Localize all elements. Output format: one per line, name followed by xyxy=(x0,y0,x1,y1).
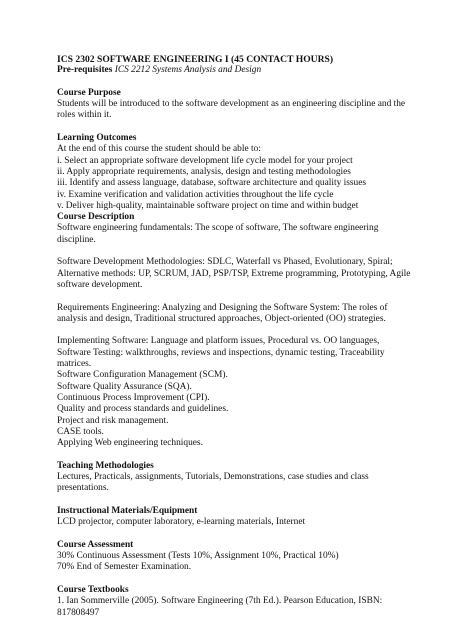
purpose-heading: Course Purpose xyxy=(57,87,121,98)
assessment-heading: Course Assessment xyxy=(57,539,134,550)
teaching-heading: Teaching Methodologies xyxy=(57,460,154,471)
description-paragraph: Requirements Engineering: Analyzing and Designing the Software System: The roles of analysis and design, Traditional structured approaches, Object-oriented (OO) strategies. xyxy=(57,302,388,324)
outcome-item: i. Select an appropriate software development life cycle model for your project xyxy=(57,155,353,166)
course-title: ICS 2302 SOFTWARE ENGINEERING I (45 CONTACT HOURS) xyxy=(57,54,334,65)
description-line: Software Quality Assurance (SQA). xyxy=(57,381,192,392)
textbook-item: 1. Ian Sommerville (2005). Software Engineering (7th Ed.). Pearson Education, ISBN: 817808497 xyxy=(57,596,383,618)
outcomes-intro: At the end of this course the student should be able to: xyxy=(57,144,261,155)
outcome-item: iv. Examine verification and validation activities throughout the life cycle xyxy=(57,189,334,200)
materials-heading: Instructional Materials/Equipment xyxy=(57,505,198,516)
materials-text: LCD projector, computer laboratory, e-learning materials, Internet xyxy=(57,517,306,528)
outcome-item: v. Deliver high-quality, maintainable software project on time and within budget xyxy=(57,200,359,211)
assessment-line: 70% End of Semester Examination. xyxy=(57,562,192,573)
prerequisites-label: Pre-requisites xyxy=(57,65,113,76)
teaching-text: Lectures, Practicals, assignments, Tutorials, Demonstrations, case studies and class presentations. xyxy=(57,471,369,494)
textbooks-heading: Course Textbooks xyxy=(57,584,129,595)
description-line: Project and risk management. xyxy=(57,415,169,426)
outcome-item: ii. Apply appropriate requirements, analysis, design and testing methodologies xyxy=(57,166,351,177)
description-line: Software Configuration Management (SCM). xyxy=(57,370,228,381)
purpose-text: Students will be introduced to the software development as an engineering discipline and the roles within it. xyxy=(57,99,406,121)
description-line: CASE tools. xyxy=(57,426,104,437)
description-paragraph: Software Development Methodologies: SDLC, Waterfall vs Phased, Evolutionary, Spiral; Alternative methods: UP, SCRUM, JAD, PSP/TSP, Extreme programming, Prototyping, Agile software development. xyxy=(57,257,411,290)
description-heading: Course Description xyxy=(57,212,135,223)
prerequisites-value: ICS 2212 Systems Analysis and Design xyxy=(114,65,262,76)
description-line: Applying Web engineering techniques. xyxy=(57,438,203,449)
description-paragraph: Software engineering fundamentals: The scope of software, The software engineering discipline. xyxy=(57,223,379,245)
prerequisites-line xyxy=(57,65,414,76)
assessment-line: 30% Continuous Assessment (Tests 10%, Assignment 10%, Practical 10%) xyxy=(57,551,339,562)
description-line: Continuous Process Improvement (CPI). xyxy=(57,392,210,403)
outcomes-heading: Learning Outcomes xyxy=(57,133,137,144)
description-line: Quality and process standards and guidelines. xyxy=(57,404,229,415)
description-paragraph: Implementing Software: Language and platform issues, Procedural vs. OO languages, Software Testing: walkthroughs, reviews and inspections, dynamic testing, Traceability matrices. xyxy=(57,336,385,370)
outcome-item: iii. Identify and assess language, database, software architecture and quality issues xyxy=(57,178,367,189)
